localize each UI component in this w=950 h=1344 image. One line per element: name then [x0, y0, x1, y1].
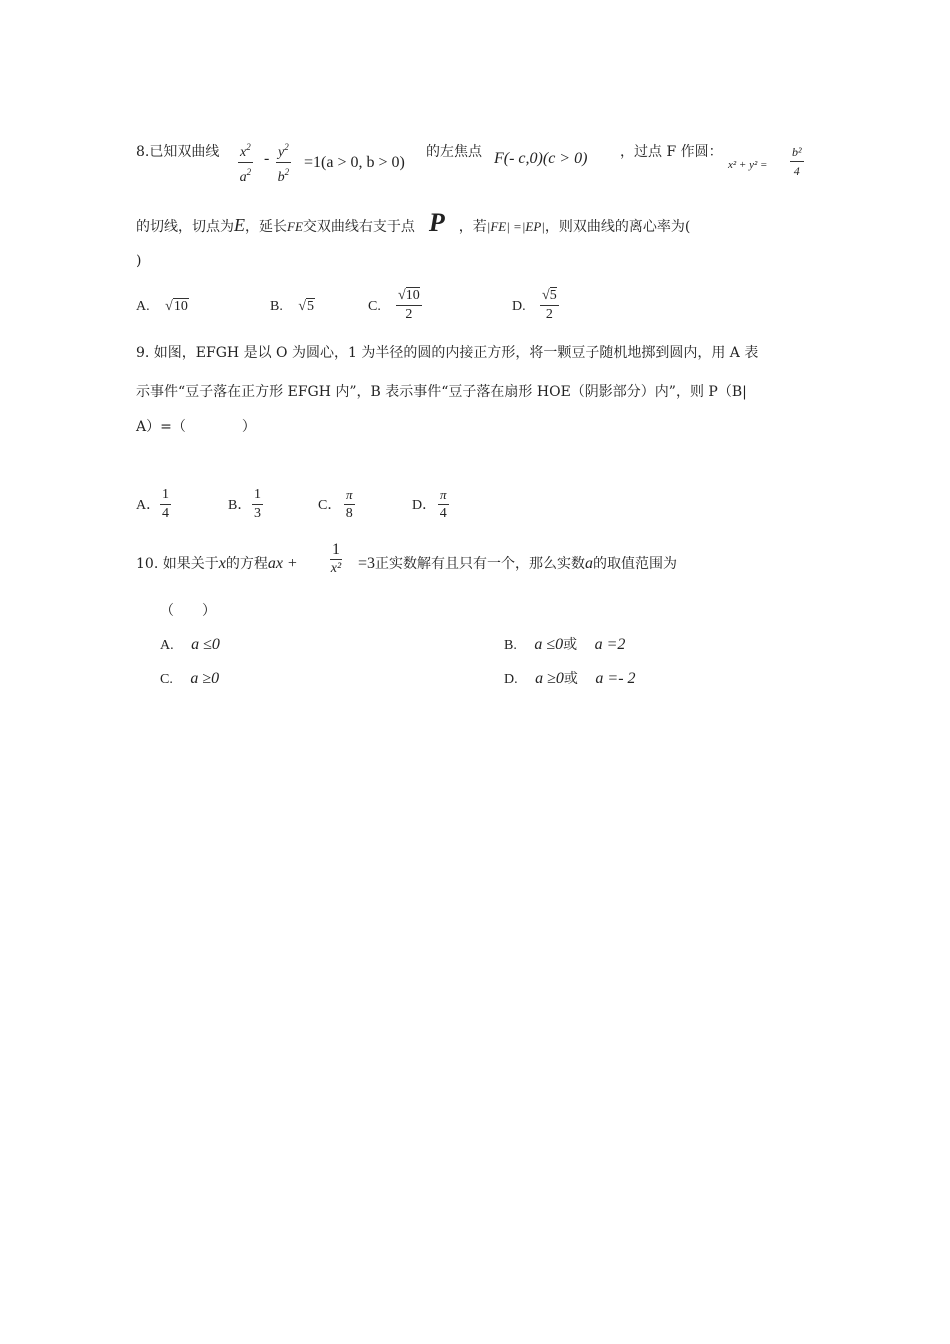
q10-frac: $\frac{1}{\text{x²}}$: [330, 541, 342, 576]
q10-paren: （ ）: [160, 603, 216, 619]
q8-option-c-label: C.: [368, 299, 381, 314]
q8-through-text: ，过点 F 作圆：: [620, 144, 723, 160]
var-x: x: [218, 555, 226, 572]
q8-circle-frac: $\frac{\text{b²}}{4}$: [792, 145, 802, 178]
q9-line1: 9. 如图，EFGH 是以 O 为圆心，1 为半径的圆的内接正方形，将一颗豆子随机地掷到圆内，用 A 表: [136, 345, 759, 361]
q8-minus: -: [264, 150, 270, 167]
q8-option-c-frac: $\frac{√10}{2}$: [398, 288, 420, 322]
q10-option-d: D. a ≥0或 a =- 2: [504, 670, 636, 687]
q9-option-b-frac: $\frac{1}{3}$: [254, 487, 261, 521]
q8-frac-y-b: $\frac{y^2}{b^2}$: [276, 138, 291, 187]
q8-focus-text: 的左焦点: [426, 144, 482, 160]
q10-option-a: A. a ≤0: [160, 636, 220, 653]
q10-option-b: B. a ≤0或 a =2: [504, 636, 626, 653]
q9-option-d-frac: $\frac{\pi}{4}$: [439, 487, 447, 521]
q10-rest: =3正实数解有且只有一个，那么实数a的取值范围为: [358, 555, 678, 572]
q10-intro: 10. 如果关于x的方程ax +: [136, 555, 298, 572]
q9-line3: A）=（ ）: [136, 419, 256, 435]
q8-intro: 8.已知双曲线: [136, 144, 220, 160]
q9-line2: 示事件“豆子落在正方形 EFGH 内”，B 表示事件“豆子落在扇形 HOE（阴影部分）内”，则 P（B|: [136, 384, 747, 400]
q8-option-d-frac: $\frac{√5}{2}$: [542, 288, 557, 322]
q8-line3: ): [136, 253, 142, 269]
q10-option-c: C. a ≥0: [160, 670, 220, 687]
q8-option-a: A. √10: [136, 299, 188, 314]
segment-fe: FE: [287, 219, 303, 234]
q8-line2: 的切线，切点为E，延长FE交双曲线右支于点 P ，若|FE| =|EP|，则双曲线的离心率为(: [136, 208, 691, 237]
var-a: a: [585, 555, 594, 572]
q8-circle-lhs: x² + y² =: [728, 159, 768, 171]
q8-frac-x-a: $\frac{x^2}{a^2}$: [238, 138, 253, 187]
point-p: P: [428, 208, 445, 237]
q8-eq-rhs: =1(a > 0, b > 0): [304, 154, 405, 171]
q9-option-c-frac: $\frac{\pi}{8}$: [345, 487, 353, 521]
q9-option-d-label: D．: [412, 498, 437, 513]
q9-option-b-label: B．: [228, 498, 252, 513]
q9-option-c-label: C．: [318, 498, 342, 513]
q8-option-b: B. √5: [270, 299, 315, 314]
q9-option-a-label: A．: [136, 498, 161, 513]
q8-option-d-label: D.: [512, 299, 526, 314]
point-e: E: [234, 215, 245, 235]
q8-focus-expr: F(- c,0)(c > 0): [494, 150, 588, 167]
q9-option-a-frac: $\frac{1}{4}$: [162, 487, 169, 521]
condition: |FE| =|EP|: [486, 219, 545, 234]
